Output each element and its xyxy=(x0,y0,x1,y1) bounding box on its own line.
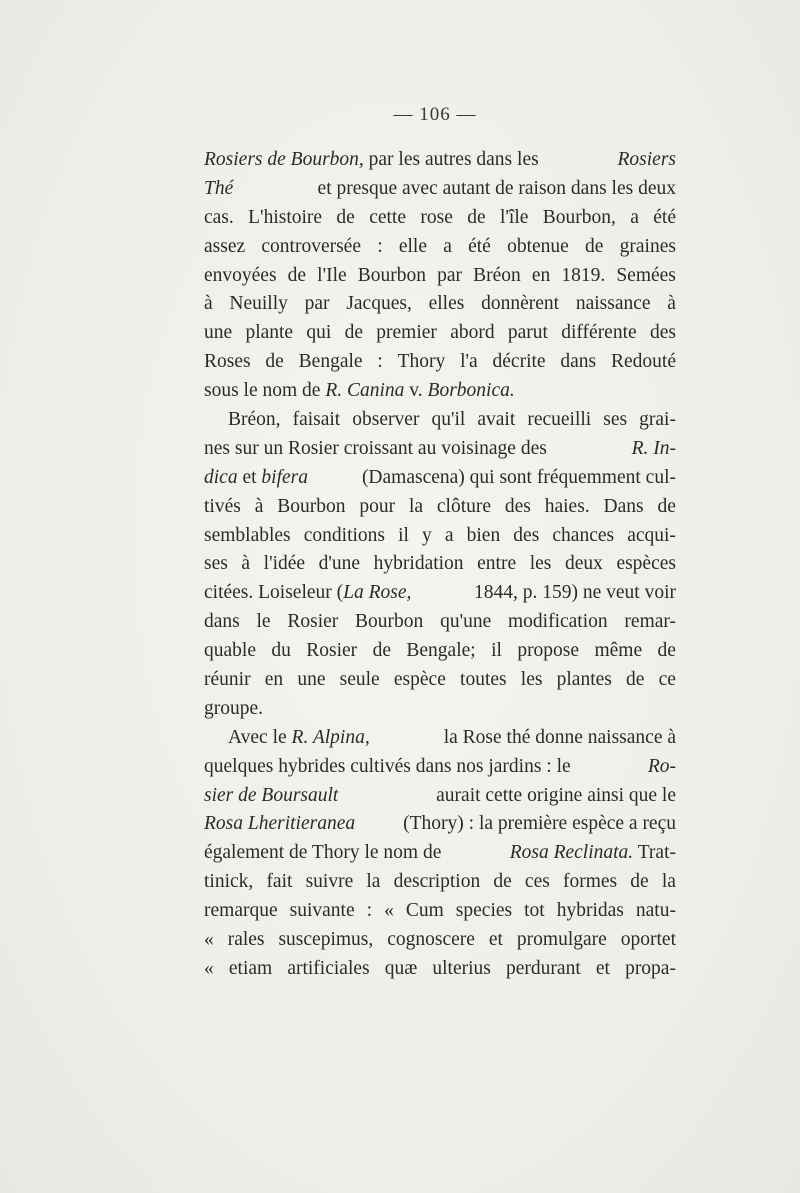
word: de xyxy=(626,669,645,691)
word: deux xyxy=(564,553,603,575)
text-span: aurait cette origine ainsi que le xyxy=(436,784,676,806)
word: 1819. xyxy=(561,264,606,286)
word: Rosier xyxy=(287,611,339,633)
text-span xyxy=(204,348,676,377)
text-line xyxy=(204,348,676,377)
text-span xyxy=(204,666,676,695)
text-line xyxy=(204,810,676,839)
text-span: v. xyxy=(409,380,423,402)
word: parut xyxy=(507,322,548,344)
word: observer xyxy=(352,409,420,431)
word: Roses xyxy=(204,351,251,373)
word: de xyxy=(265,351,284,373)
text-span: par les autres dans les xyxy=(368,149,539,170)
word: à xyxy=(241,553,251,575)
word: de xyxy=(585,235,604,257)
word: Cum xyxy=(405,900,444,922)
word: description xyxy=(393,871,481,893)
word: Semées xyxy=(616,264,676,286)
text-line xyxy=(204,464,676,493)
text-line xyxy=(204,666,676,695)
word: ces xyxy=(524,871,550,893)
word: ulterius xyxy=(432,957,491,979)
text-span: Rosa Lheritieranea xyxy=(204,813,356,835)
word: il xyxy=(491,640,502,662)
text-line xyxy=(204,146,676,175)
word: propa- xyxy=(625,957,676,979)
word: décrite xyxy=(492,351,546,373)
word: cognoscere xyxy=(387,929,475,951)
word: assez xyxy=(204,235,246,257)
word: plantes xyxy=(556,669,612,691)
text-span xyxy=(204,319,676,348)
word: des xyxy=(649,322,676,344)
word: L'histoire xyxy=(248,206,323,228)
word: toutes xyxy=(460,669,507,691)
text-span: sous le nom de xyxy=(204,380,321,402)
word: l'a xyxy=(460,351,478,373)
text-span xyxy=(204,522,676,551)
word: Bourbon xyxy=(277,495,346,517)
word: Rosier xyxy=(306,640,358,662)
word: Bourbon xyxy=(357,264,426,286)
word: de xyxy=(493,871,512,893)
text-span: et xyxy=(242,466,257,488)
text-span: Ro- xyxy=(647,755,676,777)
word: qui xyxy=(306,322,332,344)
text-span xyxy=(204,493,676,522)
text-span: sier de Boursault xyxy=(204,784,339,806)
text-span: La Rose, xyxy=(343,582,412,604)
word: qu'une xyxy=(440,611,492,633)
word: suivre xyxy=(305,871,354,893)
word: Bengale xyxy=(298,351,363,373)
word: fait xyxy=(266,871,293,893)
word: ses xyxy=(204,553,228,575)
text-line xyxy=(204,262,676,291)
word: les xyxy=(520,669,543,691)
word: modification xyxy=(508,611,608,633)
word: par xyxy=(437,264,462,286)
text-span: 1844, p. 159) ne veut voir xyxy=(473,582,676,604)
word: tinick, xyxy=(204,871,254,893)
text-span: Rosa Reclinata. xyxy=(509,842,634,864)
word: Bréon, xyxy=(228,409,281,431)
word: bien xyxy=(466,524,501,546)
text-span: et presque avec autant de raison dans les deux xyxy=(317,177,676,199)
text-line xyxy=(204,377,676,406)
text-span: (Damascena) qui sont fréquemment cul- xyxy=(361,466,676,488)
text-span: Borbonica. xyxy=(427,380,515,402)
word: controversée xyxy=(261,235,361,257)
text-line xyxy=(204,233,676,262)
word: la xyxy=(408,495,424,517)
text-line xyxy=(204,435,676,464)
text-span: également de Thory le nom de xyxy=(204,842,442,864)
word: été xyxy=(468,235,491,257)
text-line xyxy=(204,839,676,868)
word: clôture xyxy=(436,495,492,517)
word: des xyxy=(513,524,540,546)
word: en xyxy=(531,264,551,286)
word: l'idée xyxy=(263,553,306,575)
text-line xyxy=(204,522,676,551)
word: perdurant xyxy=(506,957,581,979)
word: obtenue xyxy=(507,235,569,257)
word: Bengale; xyxy=(406,640,476,662)
word: de xyxy=(467,206,486,228)
text-span xyxy=(204,262,676,291)
word: abord xyxy=(450,322,495,344)
word: « xyxy=(384,900,394,922)
word: conditions xyxy=(303,524,385,546)
word: de xyxy=(336,206,355,228)
word: Redouté xyxy=(610,351,676,373)
word: etiam xyxy=(228,957,273,979)
text-line xyxy=(204,493,676,522)
text-span: bifera xyxy=(261,466,308,488)
text-span xyxy=(204,550,676,579)
word: oportet xyxy=(620,929,676,951)
word: Bourbon, xyxy=(542,206,616,228)
word: remarque xyxy=(204,900,278,922)
text-span xyxy=(204,204,676,233)
text-span: la Rose thé donne naissance à xyxy=(443,726,676,748)
word: des xyxy=(504,495,531,517)
text-span: R. Canina xyxy=(325,380,405,402)
word: : xyxy=(377,235,383,257)
word: les xyxy=(529,553,552,575)
word: formes xyxy=(562,871,618,893)
word: avait xyxy=(477,409,516,431)
word: plante xyxy=(245,322,294,344)
word: quæ xyxy=(384,957,418,979)
word: qu'il xyxy=(431,409,466,431)
word: Dans xyxy=(603,495,644,517)
word: a xyxy=(444,524,454,546)
word: dans xyxy=(560,351,597,373)
text-span: Rosiers de Bourbon, xyxy=(204,149,364,170)
text-span: dica xyxy=(204,466,238,488)
word: : xyxy=(377,351,383,373)
word: de xyxy=(630,871,649,893)
word: l'île xyxy=(499,206,529,228)
word: différente xyxy=(561,322,637,344)
word: suscepimus, xyxy=(278,929,374,951)
word: espèces xyxy=(616,553,676,575)
word: une xyxy=(204,322,233,344)
word: Bourbon xyxy=(355,611,424,633)
word: suivante xyxy=(289,900,355,922)
word: Thory xyxy=(397,351,446,373)
word: à xyxy=(667,293,676,315)
word: de xyxy=(657,640,676,662)
text-span xyxy=(204,897,676,926)
word: de xyxy=(372,640,391,662)
body-text xyxy=(204,146,676,984)
word: seule xyxy=(339,669,380,691)
text-line xyxy=(204,204,676,233)
word: « xyxy=(204,929,214,951)
word: été xyxy=(653,206,676,228)
word: graines xyxy=(619,235,676,257)
text-line xyxy=(204,637,676,666)
text-span xyxy=(204,608,676,637)
text-line xyxy=(204,724,676,753)
word: dans xyxy=(204,611,240,633)
text-span: R. Alpina, xyxy=(291,726,370,748)
text-span xyxy=(204,955,676,984)
word: chances xyxy=(552,524,615,546)
word: hybridation xyxy=(373,553,464,575)
word: pour xyxy=(359,495,396,517)
word: grai- xyxy=(639,409,676,431)
word: rose xyxy=(420,206,453,228)
text-span xyxy=(204,868,676,897)
word: de xyxy=(287,264,307,286)
text-line xyxy=(204,579,676,608)
word: semblables xyxy=(204,524,291,546)
word: : xyxy=(366,900,373,922)
word: espèce xyxy=(393,669,446,691)
text-line xyxy=(204,695,676,724)
word: acqui- xyxy=(627,524,676,546)
word: a xyxy=(443,235,452,257)
word: quable xyxy=(204,640,256,662)
word: « xyxy=(204,957,214,979)
word: cas. xyxy=(204,206,234,228)
word: rales xyxy=(227,929,265,951)
text-line xyxy=(204,897,676,926)
word: à xyxy=(254,495,264,517)
word: remar- xyxy=(624,611,676,633)
word: tivés xyxy=(204,495,241,517)
word: elle xyxy=(398,235,428,257)
word: artificiales xyxy=(287,957,370,979)
text-line xyxy=(204,868,676,897)
word: donnèrent xyxy=(481,293,560,315)
word: même xyxy=(594,640,643,662)
word: ses xyxy=(603,409,628,431)
word: hybridas xyxy=(556,900,624,922)
word: naissance xyxy=(575,293,651,315)
word: Neuilly xyxy=(229,293,288,315)
text-line xyxy=(204,406,676,435)
text-span: (Thory) : la première espèce a reçu xyxy=(403,813,676,835)
word: entre xyxy=(477,553,517,575)
text-span: citées. Loiseleur ( xyxy=(204,582,344,604)
word: elles xyxy=(428,293,465,315)
word: Jacques, xyxy=(346,293,412,315)
word: d'une xyxy=(318,553,361,575)
word: il xyxy=(398,524,409,546)
text-line xyxy=(204,319,676,348)
word: a xyxy=(630,206,639,228)
word: de xyxy=(344,322,363,344)
text-span: quelques hybrides cultivés dans nos jardins : le xyxy=(204,755,571,777)
text-span: R. In- xyxy=(631,437,676,459)
text-span: Thé xyxy=(204,177,234,199)
word: la xyxy=(661,871,676,893)
word: une xyxy=(297,669,326,691)
text-span xyxy=(204,926,676,955)
word: promulgare xyxy=(516,929,607,951)
text-span xyxy=(204,290,676,319)
word: cette xyxy=(369,206,406,228)
word: la xyxy=(366,871,381,893)
word: haies. xyxy=(544,495,590,517)
text-span: nes sur un Rosier croissant au voisinage des xyxy=(204,437,547,459)
word: recueilli xyxy=(527,409,592,431)
text-span xyxy=(204,637,676,666)
text-span: groupe. xyxy=(204,697,264,719)
word: premier xyxy=(376,322,437,344)
text-line xyxy=(204,290,676,319)
text-span: Rosiers xyxy=(617,149,676,170)
word: l'Ile xyxy=(317,264,347,286)
word: du xyxy=(271,640,291,662)
text-line xyxy=(204,175,676,204)
word: ce xyxy=(658,669,676,691)
word: envoyées xyxy=(204,264,277,286)
text-span: Avec le xyxy=(228,726,287,748)
text-line xyxy=(204,608,676,637)
word: y xyxy=(422,524,432,546)
word: le xyxy=(256,611,271,633)
word: par xyxy=(304,293,330,315)
text-span xyxy=(228,406,676,435)
text-line xyxy=(204,926,676,955)
word: de xyxy=(657,495,676,517)
word: Bréon xyxy=(473,264,521,286)
word: à xyxy=(204,293,213,315)
page-number: — 106 — xyxy=(393,104,477,125)
word: en xyxy=(264,669,284,691)
word: species xyxy=(455,900,513,922)
word: et xyxy=(488,929,503,951)
word: et xyxy=(595,957,610,979)
word: propose xyxy=(517,640,580,662)
text-line xyxy=(204,550,676,579)
word: natu- xyxy=(635,900,676,922)
text-line xyxy=(204,753,676,782)
word: faisait xyxy=(292,409,341,431)
word: tot xyxy=(524,900,545,922)
text-span xyxy=(204,233,676,262)
text-line xyxy=(204,782,676,811)
text-line xyxy=(204,955,676,984)
word: réunir xyxy=(204,669,251,691)
text-span: Trat- xyxy=(637,842,676,864)
